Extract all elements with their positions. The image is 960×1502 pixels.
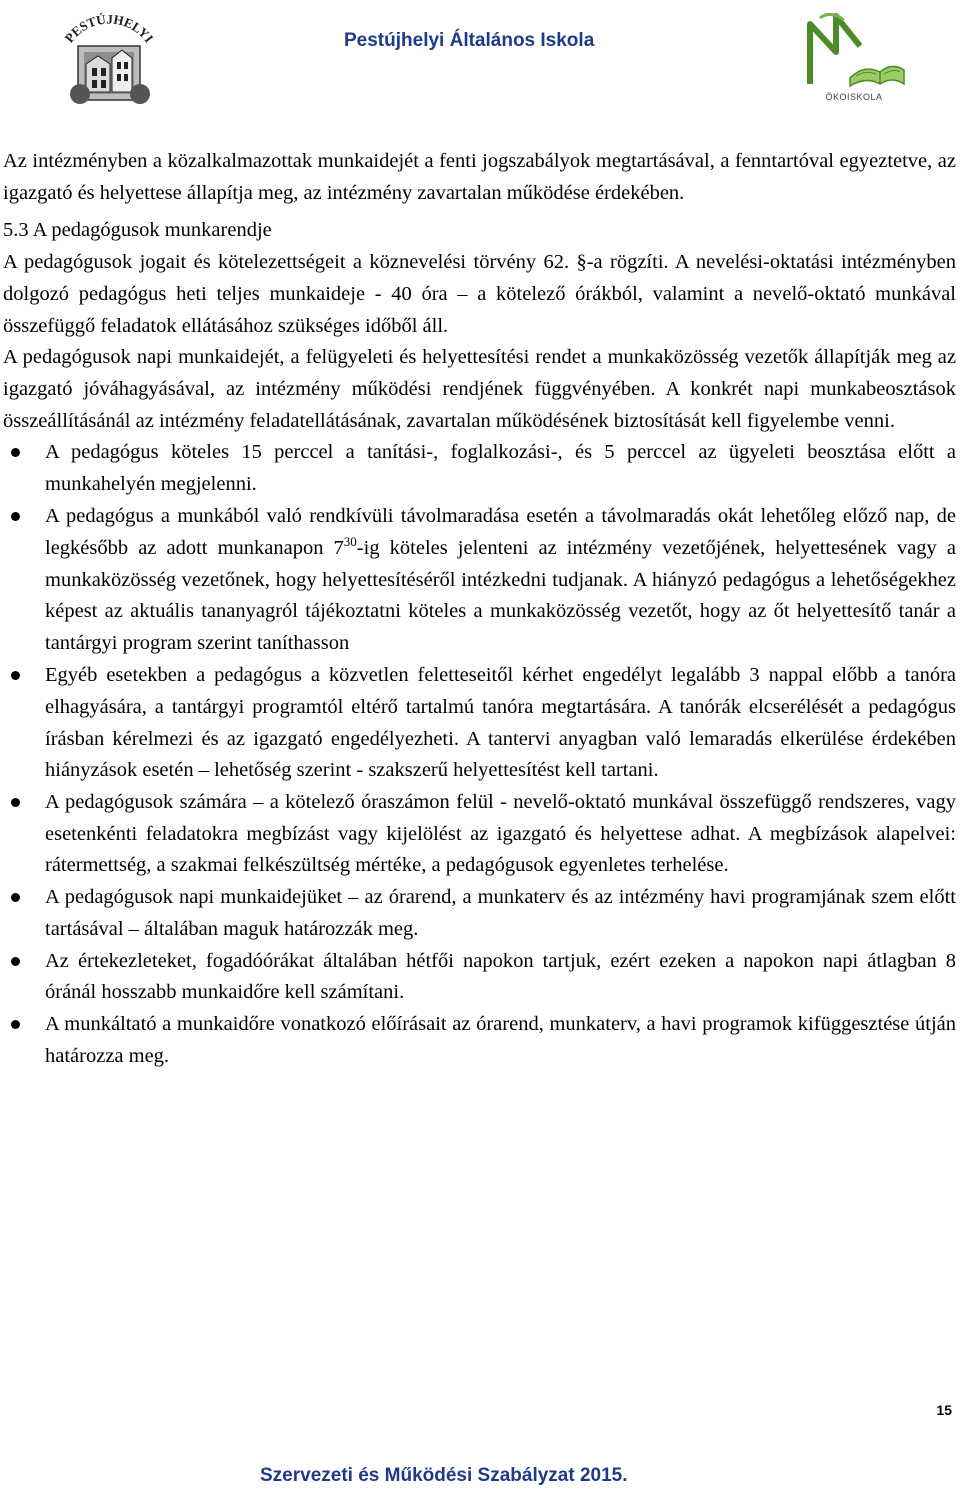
bullet-icon [11,957,20,966]
list-item-text: Egyéb esetekben a pedagógus a közvetlen feletteseitől kérhet engedélyt legalább 3 nappal előbb a tanóra elhagyására, a tantárgyi programtól eltérő tartalmú tanóra megtartására. A tanórák elcserélését a pedagógus írásban kérelmezi és az igazgató engedélyezheti. A tantervi anyagban való lemaradás elkerülése érdekében hiányzások esetén – lehetőség szerint - szakszerű helyettesítést kell tartani. [45,664,956,782]
paragraph-daily-schedule: A pedagógusok napi munkaidejét, a felügyeleti és helyettesítési rendet a munkaközösség vezetők állapítják meg az igazgató jóváhagyásával, az intézmény működési rendjének függvényében. A konkrét napi munkabeosztások összeállításánál az intézmény feladatellátásának, zavartalan működésének biztosítását kell figyelembe venni. [3,346,956,432]
section-heading: 5.3 A pedagógusok munkarendje [3,219,272,242]
list-item [3,946,956,1009]
list-item-text: A pedagógus a munkából való rendkívüli távolmaradása esetén a távolmaradás okát lehetőleg előző nap, de legkésőbb az adott munkanapon 7 [45,504,956,559]
svg-text:PESTÚJHELYI [62,11,157,45]
logo-arc-text: PESTÚJHELYI [61,11,157,46]
list-item-text: Az értekezleteket, fogadóórákat általában hétfői napokon tartjuk, ezért ezeken a napokon napi átlagban 8 óránál hosszabb munkaidőre kell számítani. [45,949,956,1004]
list-item-text: A pedagógusok napi munkaidejüket – az órarend, a munkaterv és az intézmény havi programjának szem előtt tartásával – általában maguk határozzák meg. [45,886,956,940]
paragraph-working-hours: A pedagógusok jogait és kötelezettségeit a köznevelési törvény 62. §-a rögzíti. A nevelési-oktatási intézményben dolgozó pedagógus heti teljes munkaideje - 40 óra – a kötelező órákból, valamint a nevelő-oktató munkával összefüggő feladatok ellátásához szükséges időből áll. [3,251,956,337]
list-item [3,882,956,945]
list-item-text: A pedagógusok számára – a kötelező óraszámon felül - nevelő-oktató munkával összefüggő rendszeres, vagy esetenkénti feladatokra megbízást vagy kijelölést az igazgató és helyettese adhat. A megbízások alapelvei: rátermettség, a szakmai felkészültség mértéke, a pedagógusok egyenletes terhelése. [45,791,956,877]
list-item-text: A pedagógus köteles 15 perccel a tanítási-, foglalkozási-, és 5 perccel az ügyeleti beosztása előtt a munkahelyén megjelenni. [45,441,956,496]
list-item [3,660,956,787]
bullet-icon [11,448,20,457]
list-item-text: A munkáltató a munkaidőre vonatkozó előírásait az órarend, munkaterv, a havi programok kifüggesztése útján határozza meg. [45,1013,956,1067]
bullet-icon [11,671,20,680]
bullet-icon [11,893,20,902]
list-item [3,787,956,882]
footer-title: Szervezeti és Működési Szabályzat 2015. [260,1465,628,1486]
bullet-icon [11,1020,20,1029]
eco-school-logo [800,6,908,102]
school-name: Pestújhelyi Általános Iskola [344,30,595,51]
time-superscript: 30 [343,533,357,549]
list-item [3,437,956,500]
bullet-icon [11,798,20,807]
rules-list [3,437,956,1072]
paragraph-intro: Az intézményben a közalkalmazottak munkaidejét a fenti jogszabályok megtartásával, a fenntartóval egyeztetve, az igazgató és helyettese állapítja meg, az intézmény zavartalan működése érdekében. [3,150,956,204]
bullet-icon [11,512,20,521]
page-number: 15 [936,1402,952,1418]
document-body [3,146,956,1072]
list-item [3,1009,956,1072]
school-crest-logo [50,6,168,106]
list-item-text: -ig köteles jelenteni az intézmény vezetőjének, helyettesének vagy a munkaközösség vezetőnek, hogy helyettesítéséről intézkedni tudjanak. A hiányzó pedagógus a lehetőségekhez képest az aktuális tananyagról tájékoztatni köteles a munkaközösség vezetőt, hogy az őt helyettesítő tanár a tantárgyi program szerint taníthasson [45,536,956,655]
eco-school-caption: ÖKOISKOLA [825,92,883,102]
list-item [3,501,956,661]
